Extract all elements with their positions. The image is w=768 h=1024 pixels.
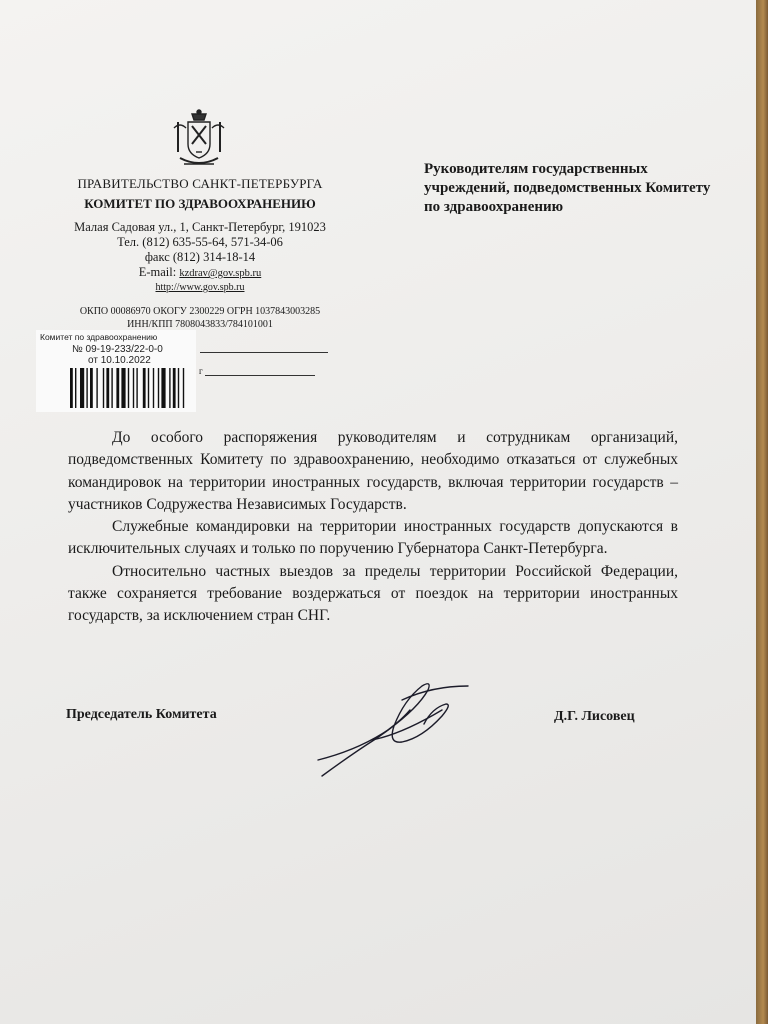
barcode-bar: [128, 368, 129, 408]
signatory-name: Д.Г. Лисовец: [554, 709, 635, 724]
email-label: E-mail:: [138, 265, 180, 279]
barcode-bar: [161, 368, 165, 408]
paragraph: Служебные командировки на территории иностранных государств допускаются в исключительных случаях и только по поручению Губернатора Санкт-Петербурга.: [68, 518, 678, 558]
barcode-bar: [103, 368, 104, 408]
table-edge: [756, 0, 768, 1024]
tax-codes: ИНН/КПП 7808043833/784101001: [127, 319, 273, 330]
paragraph: До особого распоряжения руководителям и сотрудникам организаций, подведомственных Комитету по здравоохранению, необходимо отказаться от служебных командировок на территории иностранных государств, включая территории государств – участников Содружества Независимых Государств.: [68, 429, 678, 513]
stamp-date: от 10.10.2022: [88, 355, 151, 366]
barcode-bar: [158, 368, 159, 408]
email-link[interactable]: kzdrav@gov.spb.ru: [179, 268, 262, 279]
phone: Тел. (812) 635-55-64, 571-34-06: [117, 235, 283, 249]
committee-name: КОМИТЕТ ПО ЗДРАВООХРАНЕНИЮ: [84, 196, 316, 211]
barcode-bar: [116, 368, 119, 408]
barcode-bar: [75, 368, 76, 408]
website-link[interactable]: http://www.gov.spb.ru: [155, 282, 245, 293]
barcode-bar: [106, 368, 109, 408]
address: Малая Садовая ул., 1, Санкт-Петербург, 191023: [74, 220, 326, 234]
barcode-bar: [178, 368, 179, 408]
letter-body: [68, 427, 678, 628]
stamp-org: Комитет по здравоохранению: [40, 332, 158, 342]
registration-stamp: [36, 330, 196, 412]
barcode-bar: [169, 368, 170, 408]
barcode-bar: [121, 368, 125, 408]
barcode-bar: [183, 368, 184, 408]
fax: факс (812) 314-18-14: [144, 250, 256, 264]
barcode-bar: [96, 368, 97, 408]
barcode-bar: [80, 368, 84, 408]
barcode-bar: [173, 368, 176, 408]
ref-number-line: [200, 352, 328, 353]
barcode-bar: [111, 368, 112, 408]
st-petersburg-coat-of-arms-icon: [170, 108, 228, 168]
barcode-bar: [133, 368, 134, 408]
barcode-bar: [153, 368, 154, 408]
government-name: ПРАВИТЕЛЬСТВО САНКТ-ПЕТЕРБУРГА: [77, 176, 323, 191]
ref-date-label: г: [199, 366, 203, 376]
recipient-block: Руководителям государственных учреждений, подведомственных Комитету по здравоохранению: [424, 161, 711, 215]
barcode-bar: [90, 368, 93, 408]
handwritten-signature: [312, 680, 482, 780]
stamp-number: № 09-19-233/22-0-0: [72, 344, 163, 355]
barcode-bar: [143, 368, 146, 408]
barcode: [70, 368, 210, 408]
signatory-title: Председатель Комитета: [66, 707, 217, 722]
barcode-bar: [70, 368, 73, 408]
registry-codes: ОКПО 00086970 ОКОГУ 2300229 ОГРН 1037843003285: [79, 306, 321, 317]
barcode-bar: [136, 368, 137, 408]
barcode-bar: [148, 368, 149, 408]
ref-date-line: [205, 375, 315, 376]
barcode-bar: [86, 368, 87, 408]
paragraph: Относительно частных выездов за пределы территории Российской Федерации, также сохраняется требование воздержаться от поездок на территории иностранных государств, за исключением стран СНГ.: [68, 562, 678, 625]
